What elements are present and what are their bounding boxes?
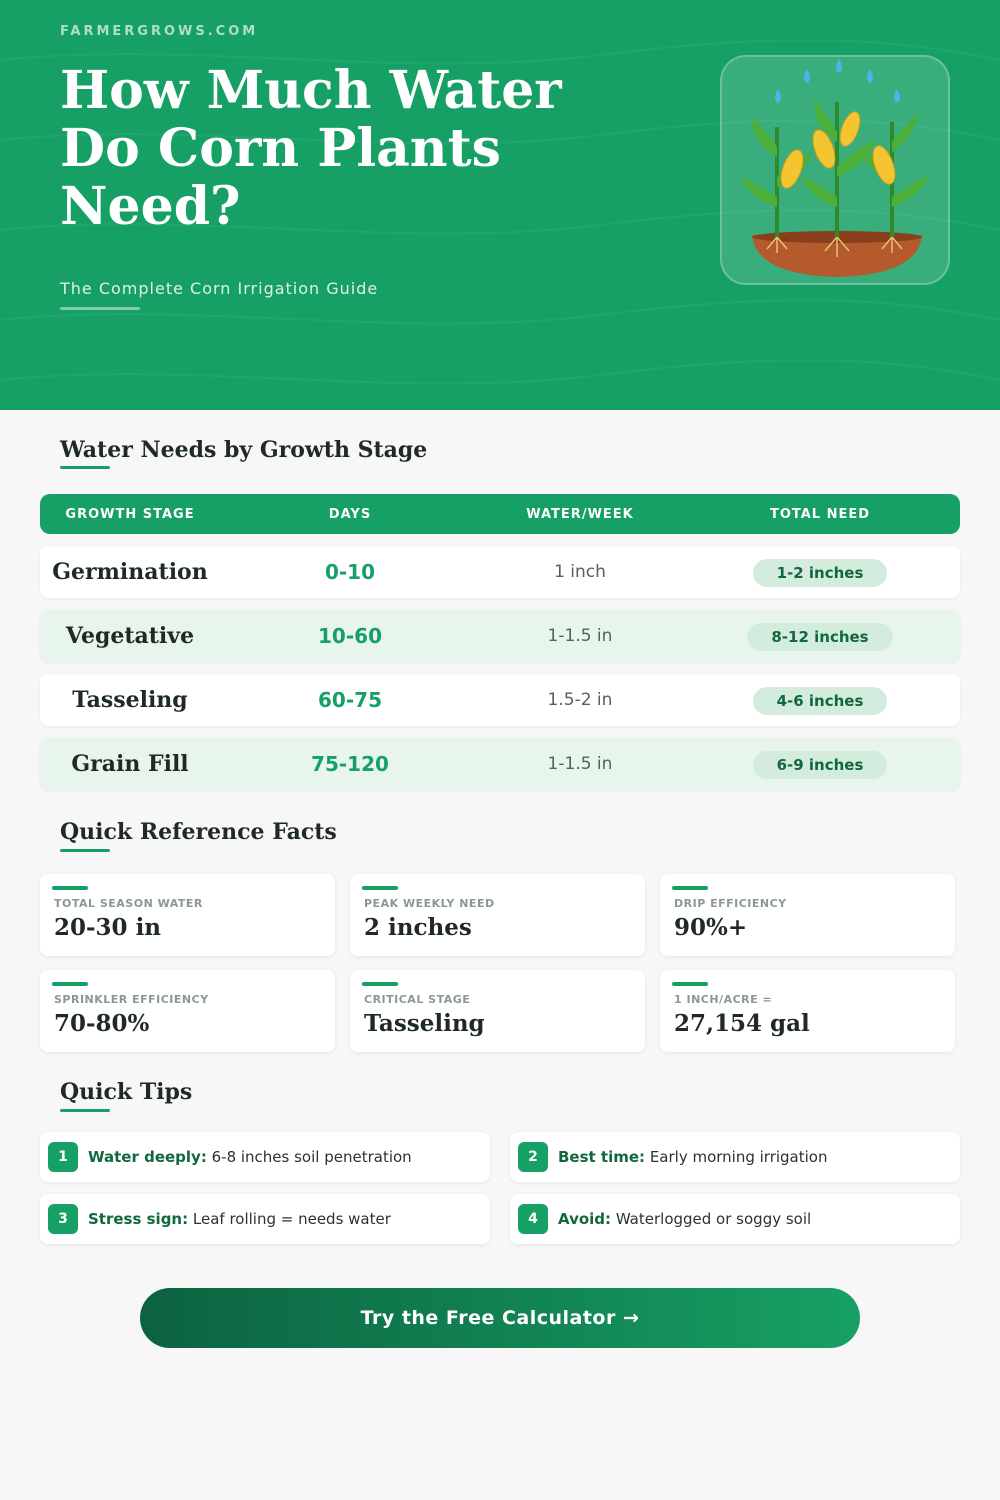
stage-total xyxy=(740,610,900,662)
stage-days: 60-75 xyxy=(318,688,382,712)
stage-water: 1-1.5 in xyxy=(547,754,613,774)
tip-card xyxy=(510,1194,960,1244)
fact-accent xyxy=(362,886,398,890)
tip-detail: Early morning irrigation xyxy=(645,1148,828,1166)
stages-section-title: Water Needs by Growth Stage xyxy=(60,437,428,463)
water-drop-icon xyxy=(775,59,900,103)
fact-label: DRIP EFFICIENCY xyxy=(674,897,787,910)
fact-label: TOTAL SEASON WATER xyxy=(54,897,203,910)
tip-card xyxy=(40,1194,490,1244)
page-title: How Much Water Do Corn Plants Need? xyxy=(60,60,562,237)
facts-section-title: Quick Reference Facts xyxy=(60,819,337,845)
tip-number: 1 xyxy=(48,1142,78,1172)
tips-section-title: Quick Tips xyxy=(60,1079,193,1105)
subtitle-underline xyxy=(60,307,140,310)
tip-keyword: Avoid: xyxy=(558,1210,612,1228)
tip-detail: Waterlogged or soggy soil xyxy=(611,1210,812,1228)
tip-card xyxy=(40,1132,490,1182)
table-header xyxy=(40,494,960,534)
tip-text xyxy=(88,1132,412,1182)
fact-value: 70-80% xyxy=(54,1010,150,1037)
stage-total xyxy=(740,546,900,598)
fact-card xyxy=(660,874,955,956)
facts-title-underline xyxy=(60,849,110,852)
corn-plants-illustration xyxy=(720,55,950,285)
stage-name: Grain Fill xyxy=(71,751,189,777)
total-badge: 1-2 inches xyxy=(753,559,888,587)
fact-value: 2 inches xyxy=(364,914,472,941)
fact-card xyxy=(40,874,335,956)
fact-label: SPRINKLER EFFICIENCY xyxy=(54,993,209,1006)
fact-value: 90%+ xyxy=(674,914,748,941)
stage-name: Tasseling xyxy=(72,687,188,713)
fact-accent xyxy=(672,886,708,890)
stage-total xyxy=(740,738,900,790)
tip-number: 3 xyxy=(48,1204,78,1234)
tip-text xyxy=(558,1132,827,1182)
stage-water: 1.5-2 in xyxy=(547,690,613,710)
fact-accent xyxy=(52,982,88,986)
column-header: GROWTH STAGE xyxy=(65,507,195,522)
total-badge: 6-9 inches xyxy=(753,751,888,779)
site-name: FARMERGROWS.COM xyxy=(60,24,259,39)
calculator-cta-button[interactable]: Try the Free Calculator → xyxy=(140,1288,860,1348)
page-subtitle: The Complete Corn Irrigation Guide xyxy=(60,279,379,298)
column-header: TOTAL NEED xyxy=(769,507,871,522)
fact-label: CRITICAL STAGE xyxy=(364,993,471,1006)
stage-water: 1 inch xyxy=(554,562,606,582)
fact-card xyxy=(660,970,955,1052)
fact-accent xyxy=(52,886,88,890)
fact-value: 20-30 in xyxy=(54,914,162,941)
fact-label: PEAK WEEKLY NEED xyxy=(364,897,495,910)
stage-days: 75-120 xyxy=(311,752,389,776)
fact-accent xyxy=(362,982,398,986)
total-badge: 8-12 inches xyxy=(747,623,892,651)
tip-keyword: Water deeply: xyxy=(88,1148,207,1166)
tip-keyword: Best time: xyxy=(558,1148,646,1166)
table-row xyxy=(40,546,960,598)
fact-card xyxy=(350,874,645,956)
fact-accent xyxy=(672,982,708,986)
stages-title-underline xyxy=(60,466,110,469)
tip-keyword: Stress sign: xyxy=(88,1210,189,1228)
column-header: WATER/WEEK xyxy=(526,507,634,522)
tips-title-underline xyxy=(60,1109,110,1112)
total-badge: 4-6 inches xyxy=(753,687,888,715)
fact-card xyxy=(40,970,335,1052)
stage-name: Vegetative xyxy=(65,623,195,649)
tip-number: 2 xyxy=(518,1142,548,1172)
tip-detail: Leaf rolling = needs water xyxy=(188,1210,391,1228)
table-row xyxy=(40,738,960,790)
column-header: DAYS xyxy=(328,507,372,522)
stage-days: 10-60 xyxy=(318,624,382,648)
tip-detail: 6-8 inches soil penetration xyxy=(206,1148,412,1166)
tip-card xyxy=(510,1132,960,1182)
fact-value: 27,154 gal xyxy=(674,1010,810,1037)
tip-number: 4 xyxy=(518,1204,548,1234)
stage-total xyxy=(740,674,900,726)
stage-water: 1-1.5 in xyxy=(547,626,613,646)
hero-banner xyxy=(0,0,1000,410)
fact-card xyxy=(350,970,645,1052)
stage-name: Germination xyxy=(52,559,208,585)
tip-text xyxy=(558,1194,811,1244)
fact-label: 1 INCH/ACRE = xyxy=(674,993,773,1006)
tip-text xyxy=(88,1194,391,1244)
fact-value: Tasseling xyxy=(364,1010,485,1037)
stage-days: 0-10 xyxy=(324,560,376,584)
table-row xyxy=(40,674,960,726)
table-row xyxy=(40,610,960,662)
